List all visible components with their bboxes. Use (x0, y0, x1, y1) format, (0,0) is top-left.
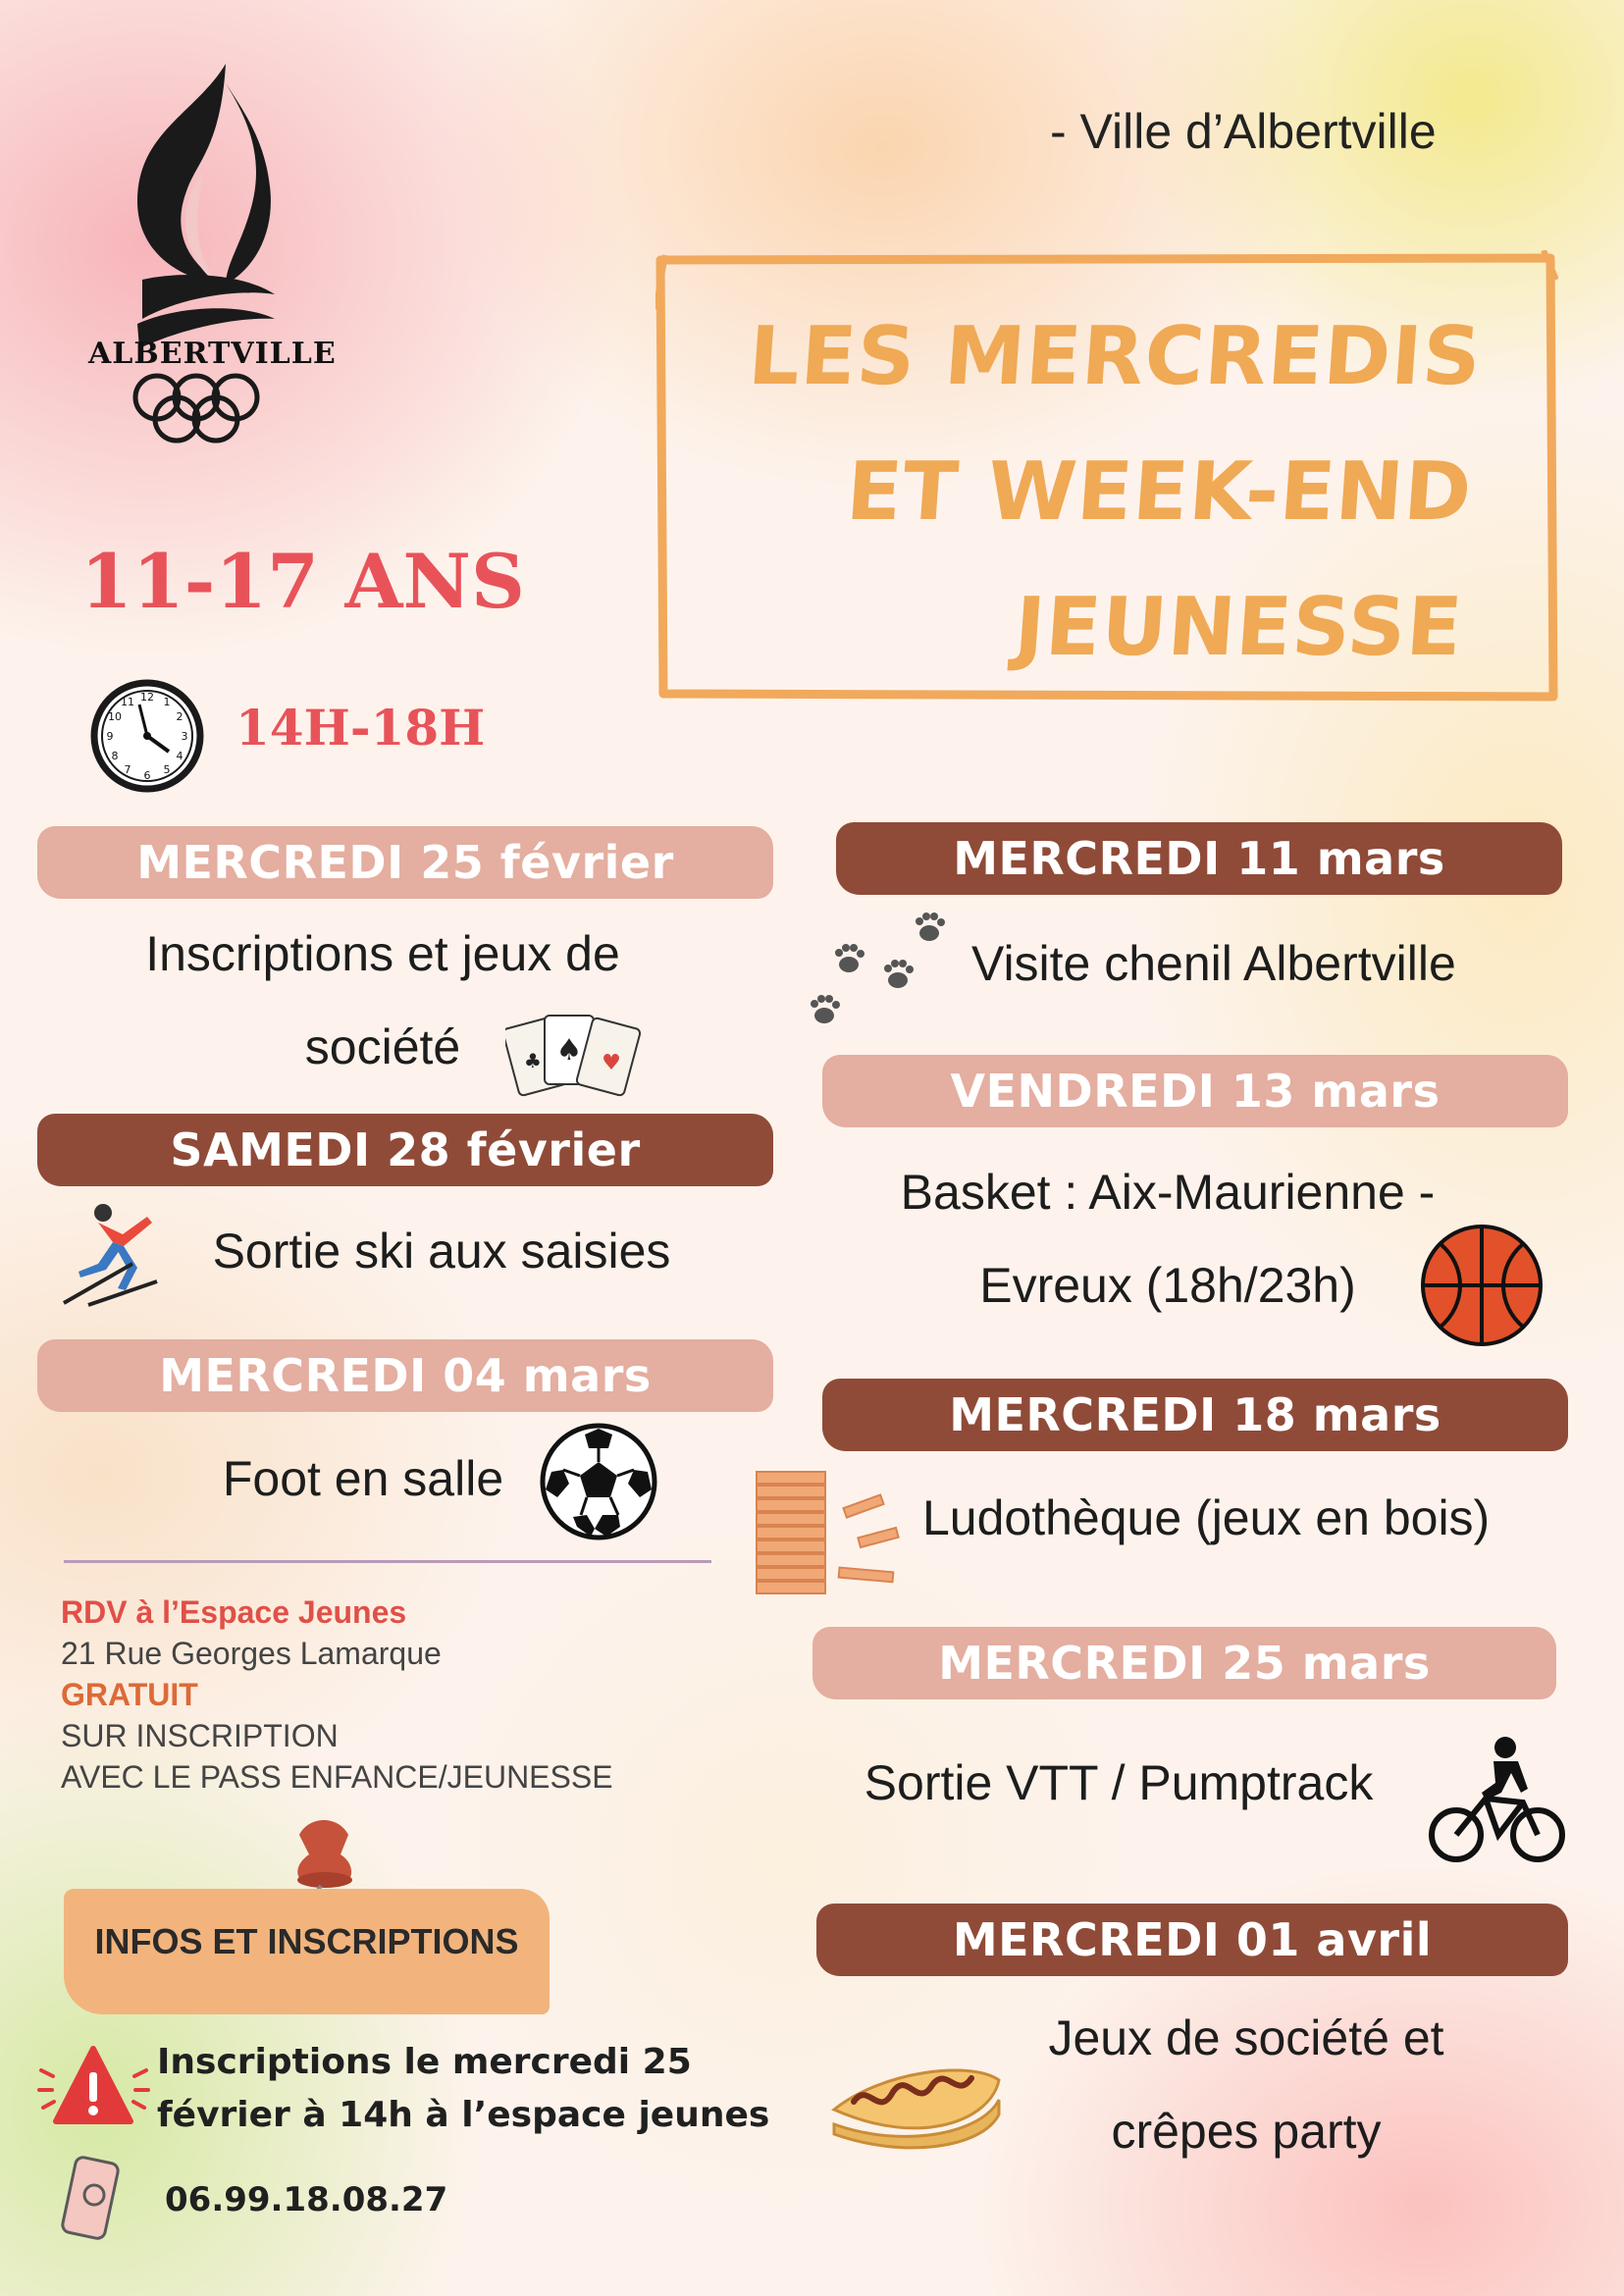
page-title (673, 289, 1487, 696)
flame-logo-icon (79, 54, 337, 456)
svg-text:♠: ♠ (555, 1033, 583, 1068)
clock-icon (88, 677, 206, 795)
event-activity (167, 1433, 559, 1526)
svg-text:7: 7 (124, 763, 131, 776)
svg-text:1: 1 (163, 696, 171, 708)
svg-text:9: 9 (106, 730, 114, 743)
crepe-icon (824, 2041, 1006, 2159)
activity-line: Ludothèque (jeux en bois) (922, 1490, 1491, 1545)
phone-number: 06.99.18.08.27 (165, 2180, 448, 2219)
title-line-3: JEUNESSE (1011, 581, 1466, 674)
event-date-banner: MERCREDI 04 mars (37, 1339, 773, 1412)
title-line-1: LES MERCREDIS (745, 310, 1486, 403)
activity-line: Inscriptions et jeux de (145, 926, 620, 981)
svg-text:12: 12 (140, 691, 154, 704)
event-activity (864, 1146, 1472, 1332)
event-activity (971, 917, 1560, 1011)
warning-icon (37, 2041, 150, 2129)
meeting-info (61, 1592, 613, 1798)
event-date-banner: MERCREDI 25 mars (812, 1627, 1556, 1699)
svg-text:4: 4 (176, 750, 183, 762)
svg-text:10: 10 (108, 710, 122, 723)
registration-line: février à 14h à l’espace jeunes (157, 2095, 770, 2135)
phone-icon (57, 2154, 126, 2242)
activity-line: société (304, 1019, 461, 1074)
infos-label: INFOS ET INSCRIPTIONS (94, 1921, 519, 1961)
event-date-banner: MERCREDI 25 février (37, 826, 773, 899)
mountain-bike-icon (1425, 1732, 1572, 1869)
soccer-ball-icon (538, 1421, 660, 1543)
city-name: - Ville d’Albertville (1050, 104, 1437, 159)
wooden-tower-icon (751, 1462, 922, 1599)
registration-note: SUR INSCRIPTION (61, 1718, 339, 1753)
event-date-banner: MERCREDI 01 avril (816, 1904, 1568, 1976)
svg-text:5: 5 (163, 763, 171, 776)
registration-line: Inscriptions le mercredi 25 (157, 2042, 692, 2082)
activity-line: crêpes party (1111, 2104, 1382, 2159)
svg-text:8: 8 (111, 750, 119, 762)
svg-text:3: 3 (181, 730, 188, 743)
event-activity (1001, 1992, 1492, 2178)
hours-label: 14H-18H (236, 699, 486, 757)
price-label: GRATUIT (61, 1677, 198, 1712)
skier-icon (59, 1195, 177, 1313)
pass-note: AVEC LE PASS ENFANCE/JEUNESSE (61, 1759, 613, 1795)
activity-line: Visite chenil Albertville (971, 936, 1456, 991)
event-activity (922, 1472, 1550, 1565)
activity-line: Jeux de société et (1048, 2010, 1444, 2065)
registration-info (157, 2036, 769, 2142)
svg-text:11: 11 (121, 696, 134, 708)
activity-line: Basket : Aix-Maurienne - (900, 1165, 1436, 1220)
playing-cards-icon (505, 1011, 643, 1099)
paw-prints-icon (800, 898, 957, 1035)
svg-text:2: 2 (176, 710, 183, 723)
meeting-address: 21 Rue Georges Lamarque (61, 1636, 442, 1671)
event-activity (186, 1205, 697, 1298)
event-activity (824, 1737, 1413, 1830)
svg-text:♣: ♣ (524, 1049, 542, 1072)
albertville-logo (79, 54, 337, 456)
logo-text: ALBERTVILLE (88, 337, 337, 371)
activity-line: Foot en salle (222, 1451, 504, 1506)
section-divider (64, 1560, 711, 1563)
activity-line: Sortie ski aux saisies (212, 1224, 671, 1278)
event-date-banner: MERCREDI 11 mars (836, 822, 1562, 895)
activity-line: Evreux (18h/23h) (979, 1258, 1356, 1313)
event-date-banner: MERCREDI 18 mars (822, 1379, 1568, 1451)
activity-line: Sortie VTT / Pumptrack (864, 1755, 1374, 1810)
age-range: 11-17 ANS (80, 538, 525, 625)
event-date-banner: SAMEDI 28 février (37, 1114, 773, 1186)
svg-text:♥: ♥ (602, 1051, 621, 1075)
meeting-place: RDV à l’Espace Jeunes (61, 1594, 407, 1630)
event-date-banner: VENDREDI 13 mars (822, 1055, 1568, 1127)
svg-text:6: 6 (143, 769, 151, 782)
title-line-2: ET WEEK-END (843, 445, 1476, 539)
basketball-icon (1418, 1222, 1545, 1349)
